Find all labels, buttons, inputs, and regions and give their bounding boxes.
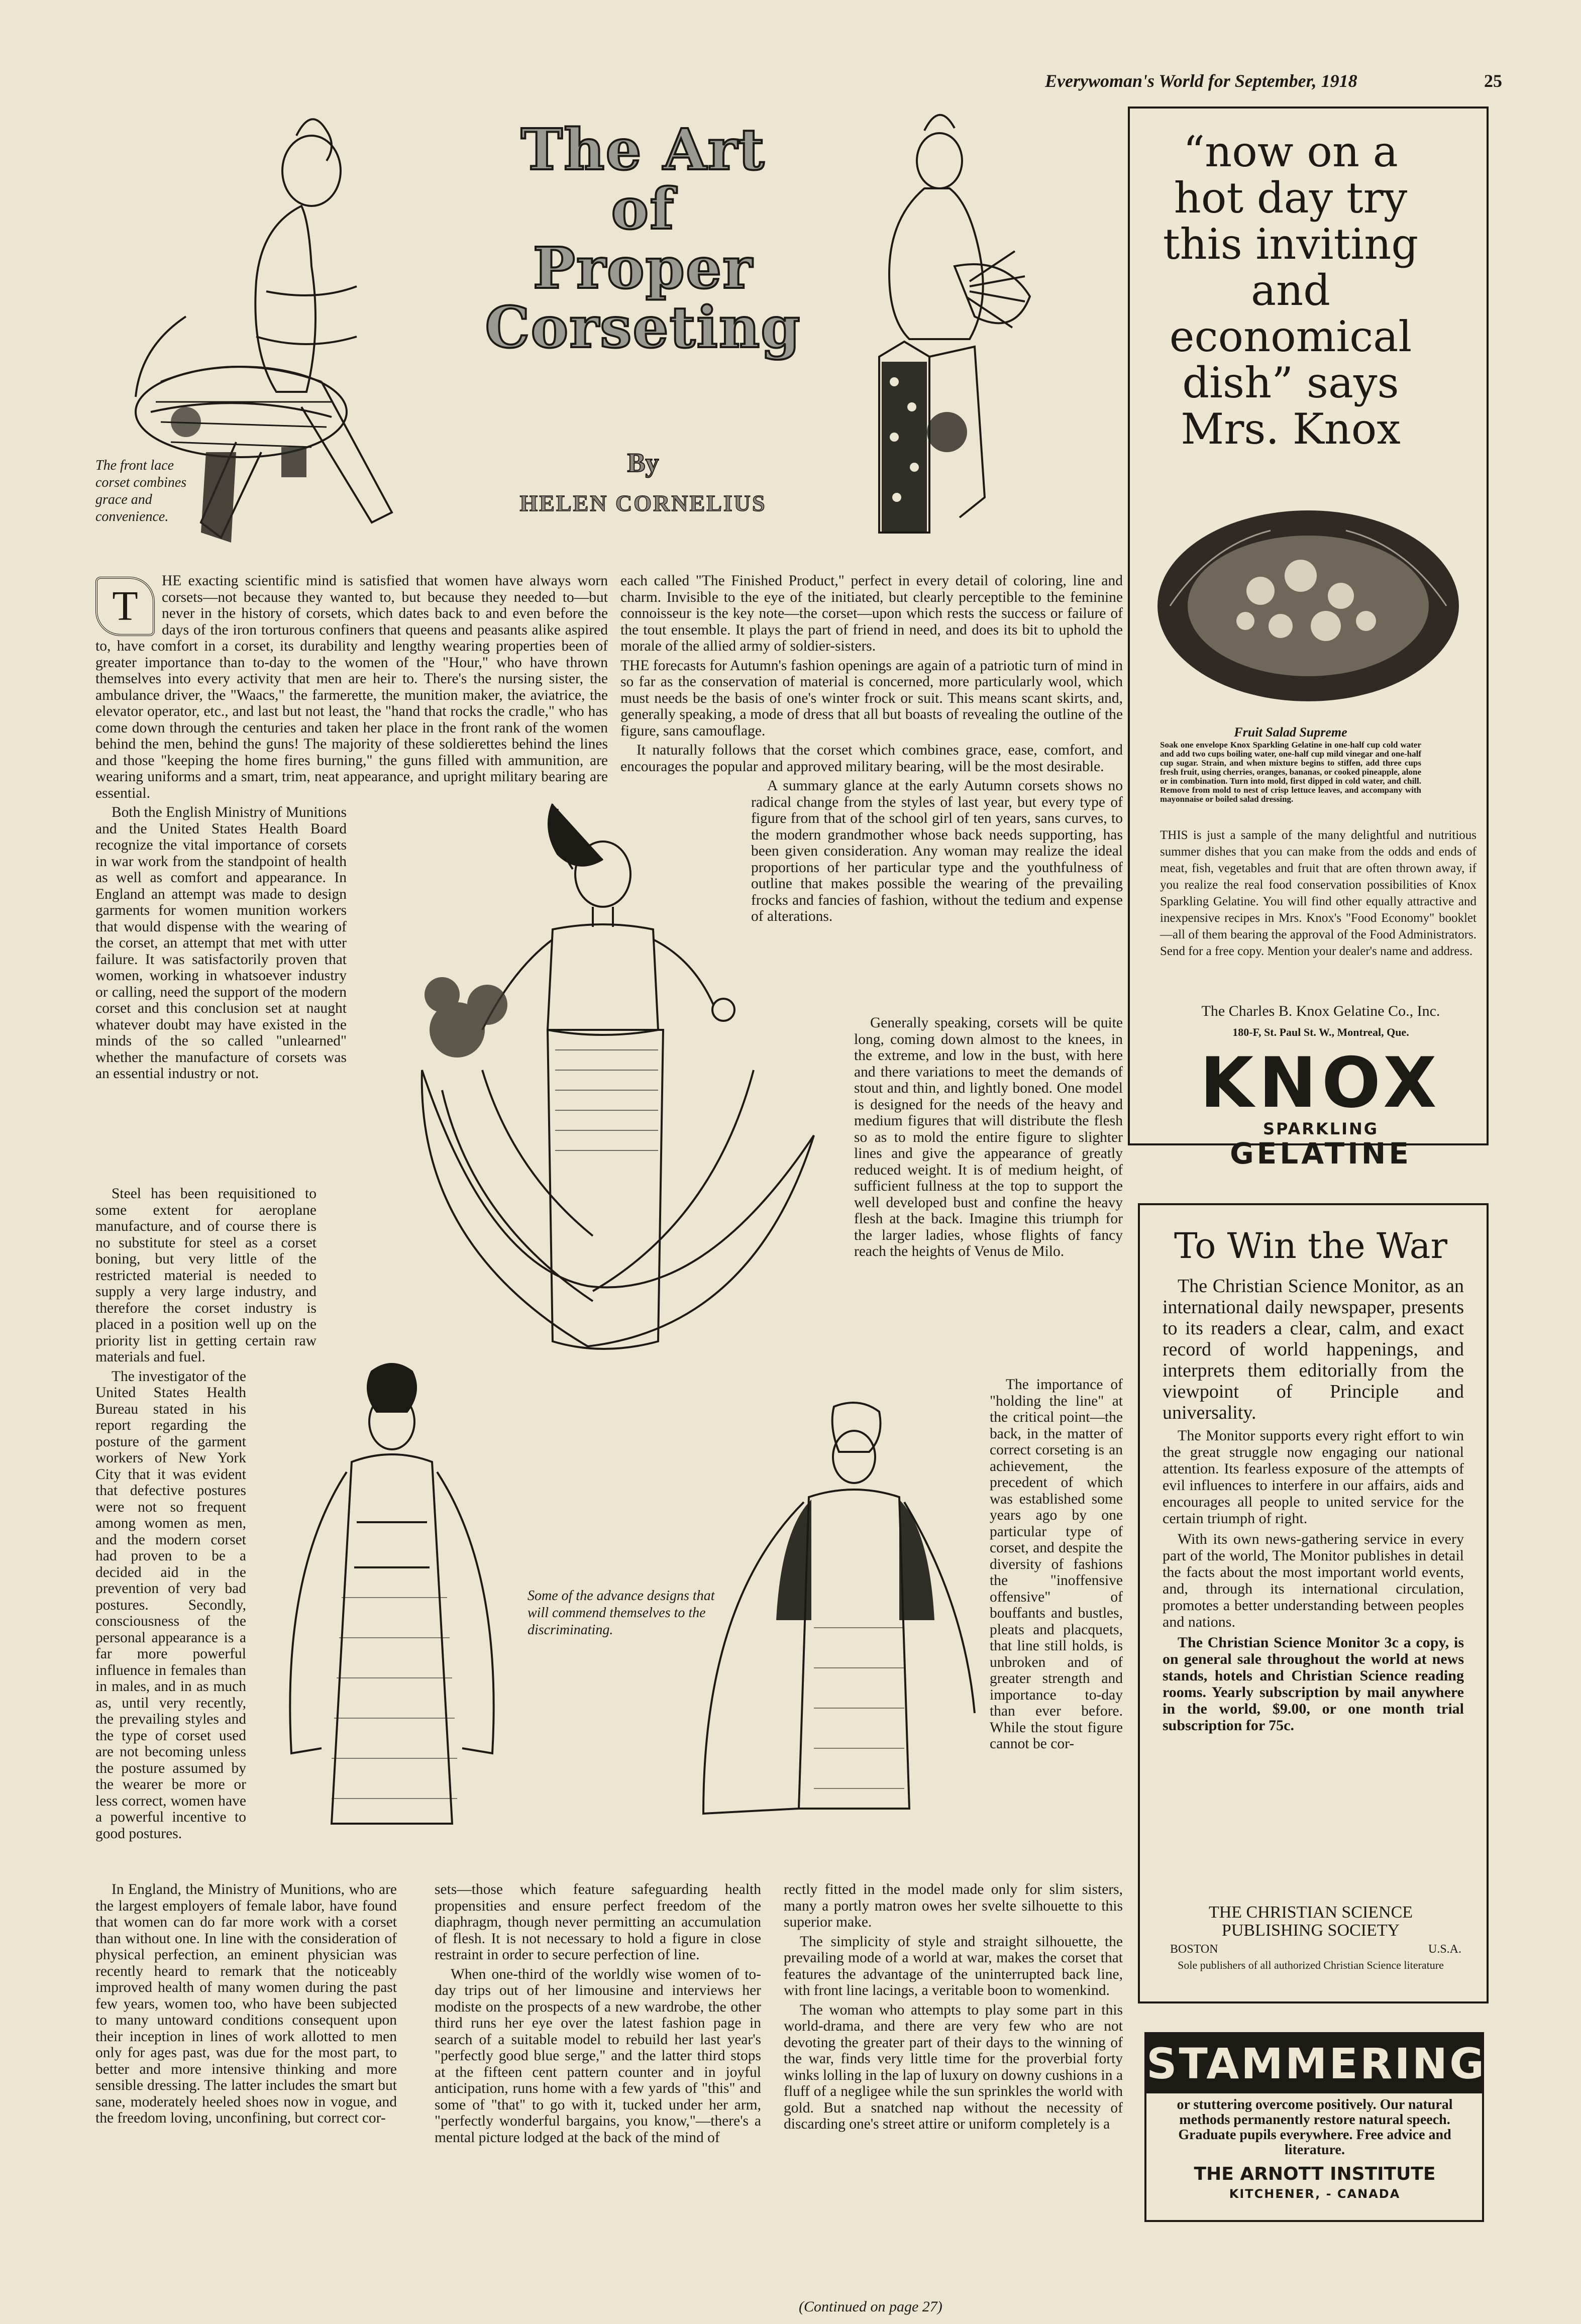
knox-gelatine: GELATINE — [1230, 1136, 1412, 1171]
article-column-3 — [854, 1015, 1123, 1263]
article-paragraph: When one-third of the worldly wise women of to-day trips out of her limousine and interviews her modiste on the prospects of a new wardrobe, the other third runs her eye over the latest fashion page in search of a suitable model to rebuild her last year's "perfectly good blue serge," and the latter third stops at the fifteen cent pattern counter and in joyful anticipation, runs home with a few yards of "this" and some of "that" to go with it, tucked under her arm, "perfectly wonderful bargains, you know,"—there's a mental picture lodged at the back of the mind of — [435, 1966, 761, 2146]
byline-author: HELEN CORNELIUS — [519, 490, 767, 516]
article-paragraph: The simplicity of style and straight silhouette, the prevailing mode of a world at war, makes the corset that features the advantage of the uninterrupted back line, with front line lacings, a veritable boon to womenkind. — [784, 1933, 1123, 1998]
stammering-headline: STAMMERING — [1146, 2034, 1482, 2093]
stammering-body: or stuttering overcome positively. Our natural methods permanently restore natural speech. Graduate pupils everywhere. Free advice and literature. — [1177, 2097, 1453, 2158]
article-title — [452, 117, 834, 361]
article-paragraph: HE exacting scientific mind is satisfied that women have always worn corsets—not because they wanted to, but because they needed to—but never in the history of corsets, which dates back to and even before the days of the iron torturous confiners that queens and peasants alike aspired to, have comfort in a corset, its durability and lengthy wearing properties been of greater importance than to-day to the women of the "Hour," who have thrown themselves into every activity that men are heir to. There's the nursing sister, the ambulance driver, the "Waacs," the farmerette, the munition maker, the aviatrice, the elevator operator, etc., and last but not least, the "hand that rocks the cradle," who has come down through the centuries and taken her place in the front rank of the women behind the men, behind the guns! The majority of these soldierettes behind the lines and those "keeping the home fires burning," the guns filled with ammunition, are wearing uniforms and a smart, trim, neat appearance, and upright military bearing are essential. — [95, 573, 608, 801]
recipe-text: Soak one envelope Knox Sparkling Gelatine in one-half cup cold water and add two cups boiling water, one-half cup mild vinegar and one-half cup sugar. Strain, and when mixture begins to stiffen, add three cups fresh fruit, using cherries, oranges, bananas, or cooked pineapple, alone or in combination. Turn into mold, first dipped in cold water, and chill. Remove from mold to nest of crisp lettuce leaves, and accompany with mayonnaise or boiled salad dressing. — [1160, 740, 1421, 804]
csm-headline: To Win the War — [1174, 1225, 1448, 1266]
illustration-fan-woman — [824, 100, 1040, 553]
csm-paragraph: With its own news-gathering service in every part of the world, The Monitor publishes in detail the facts about the most important world events, and, through its international circulation, promotes a better understanding between peoples and nations. — [1163, 1531, 1464, 1630]
csm-paragraph: The Monitor supports every right effort to win the great struggle now engaging our national attention. Its fearless exposure of the attempts of evil influences to interfere in our affairs, aids and encourages all people to united service for the certain triumph of right. — [1163, 1427, 1464, 1527]
article-paragraph: In England, the Ministry of Munitions, who are the largest employers of female labor, have found that women can do far more work with a corset than without one. In line with the consideration of physical perfection, an eminent physician was recently heard to remark that the noticeably improved health of many women during the past few years, women too, who have been subjected to many untoward conditions consequent upon their inception in lines of work allotted to men only for ages past, was due for the most part, to better and more intensive thinking and more sensible dressing. The latter includes the smart but sane, moderately heeled shoes now in vogue, and the freedom loving, unconfining, but correct cor- — [95, 1881, 397, 2126]
knox-address: 180-F, St. Paul St. W., Montreal, Que. — [1232, 1026, 1409, 1038]
csm-body — [1163, 1276, 1464, 1738]
article-paragraph: The importance of "holding the line" at the critical point—the back, in the matter of correct corseting is an achievement, the precedent of which was established some years ago by one particular type of corset, and despite the diversity of fashions the "inoffensive offensive" of bouffants and bustles, pleats and placquets, that line still holds, is unbroken and of greater strength and importance to-day than ever before. While the stout figure cannot be cor- — [990, 1377, 1123, 1752]
stammering-city: KITCHENER, - CANADA — [1229, 2187, 1401, 2201]
article-paragraph: THE forecasts for Autumn's fashion openings are again of a patriotic turn of mind in so far as the conservation of material is concerned, more particularly wool, which must needs be the basis of one's winter frock or suit. This means scant skirts, and, generally speaking, a mode of dress that all but boasts of revealing the outline of the figure, sans camouflage. — [620, 657, 1123, 739]
csm-location — [1170, 1943, 1461, 1956]
article-paragraph: It naturally follows that the corset which combines grace, ease, comfort, and encourages the popular and approved military bearing, will be the most desirable. — [620, 742, 1123, 775]
publication-line: Everywoman's World for September, 1918 — [1045, 71, 1357, 91]
title-line-2: of — [611, 176, 675, 242]
csm-paragraph: The Christian Science Monitor, as an international daily newspaper, presents to its readers a clear, calm, and exact record of world happenings, and interprets them editorially from the viewpoint of Principle and universality. — [1163, 1276, 1464, 1423]
title-line-4: Corseting — [485, 295, 801, 361]
running-header — [1045, 70, 1502, 91]
byline-by: By — [627, 448, 659, 478]
caption-frontlace: The front lace corset combines grace and convenience. — [95, 458, 187, 524]
article-paragraph: Generally speaking, corsets will be quite long, coming down almost to the knees, in the extreme, and low in the bust, with here and there variations to meet the demands of stout and thin, and lightly boned. One model is designed for the needs of the heavy and medium figures that will distribute the flesh so as to mold the entire figure to slighter lines and give the appearance of greatly reduced weight. It is of medium height, of sufficient fullness at the top to support the well developed bust and confine the heavy flesh at the back. Imagine this triumph for the larger ladies, whose flights of fancy reach the heights of Venus de Milo. — [854, 1015, 1123, 1259]
article-paragraph: The investigator of the United States Health Bureau stated in his report regarding the posture of the garment workers of New York City that it was evident that defective postures were not so frequent among women as men, and the modern corset had proven to be a decided aid in the prevention of very bad postures. Secondly, consciousness of the personal appearance is a far more powerful influence in females than in males, and in as much as, until very recently, the prevailing styles and the type of corset used are not becoming unless the posture assumed by the wearer be more or less correct, women have a powerful incentive to good postures. — [95, 1368, 246, 1842]
knox-firm-name: The Charles B. Knox Gelatine Co., Inc. — [1201, 1003, 1440, 1019]
title-line-3: Proper — [533, 236, 754, 301]
knox-logo: KNOX — [1200, 1042, 1442, 1123]
csm-society: THE CHRISTIAN SCIENCE PUBLISHING SOCIETY — [1208, 1903, 1413, 1940]
article-paragraph: sets—those which feature safeguarding health propensities and ensure perfect freedom of the diaphragm, though never permitting an accumulation of flesh. It is not necessary to hold a figure in close restraint in order to secure perfection of line. — [435, 1881, 761, 1963]
article-column-1-bottom — [95, 1881, 397, 2130]
article-paragraph: The woman who attempts to play some part in this world-drama, and there are very few who are not devoting the greater part of their days to the winning of the war, finds very little time for the proverbial forty winks lolling in the lap of luxury on downy cushions in a fluff of a negligee while the sun sprinkles the world with gold. But a snatched nap without the necessity of discarding one's street attire or uniform completely is a — [784, 2001, 1123, 2132]
stammering-institute: THE ARNOTT INSTITUTE — [1194, 2164, 1436, 2184]
illustration-lace-gown-left — [271, 1356, 522, 1859]
article-paragraph: A summary glance at the early Autumn corsets shows no radical change from the styles of last year, but every type of figure from that of the school girl of ten years, sans curves, to the modern grandmother whose back needs supporting, has been given consideration. Any woman may realize the ideal proportions of her particular type and the youthfulness of outline that makes possible the wearing of the prevailing frocks and fancies of fashion, without the tedium and expense of alterations. — [751, 778, 1123, 924]
knox-body: THIS is just a sample of the many delightful and nutritious summer dishes that you can make from the odds and ends of meat, fish, vegetables and fruit that are often thrown away, if you realize the real food conservation possibilities of Knox Sparkling Gelatine. You will find other equally attractive and inexpensive recipes in Mrs. Knox's "Food Economy" booklet—all of them bearing the approval of the Food Administrators. Send for a free copy. Mention your dealer's name and address. — [1160, 828, 1477, 958]
illustration-cape-gown-right — [693, 1397, 1015, 1879]
csm-country: U.S.A. — [1428, 1943, 1461, 1956]
article-paragraph: Steel has been requisitioned to some extent for aeroplane manufacture, and of course there is no substitute for steel as a corset boning, but very little of the restricted material is needed to supply a very large industry, and therefore the corset industry is placed in a position well up on the priority list in getting certain raw materials and fuel. — [95, 1186, 317, 1365]
article-column-3-bottom — [784, 1881, 1123, 2136]
fruit-salad-illustration — [1150, 500, 1466, 711]
stammering-ad — [1144, 2032, 1487, 2222]
article-paragraph: rectly fitted in the model made only for slim sisters, many a portly matron owes her svelte silhouette to this superior make. — [784, 1881, 1123, 1930]
continued-note: (Continued on page 27) — [799, 2298, 942, 2315]
csm-publishers: Sole publishers of all authorized Christian Science literature — [1178, 1959, 1444, 1971]
csm-paragraph: The Christian Science Monitor 3c a copy, is on general sale throughout the world at news stands, hotels and Christian Science reading rooms. Yearly subscription by mail anywhere in the world, $9.00, or one month trial subscription for 75c. — [1163, 1634, 1464, 1734]
knox-sparkling: SPARKLING — [1262, 1119, 1379, 1138]
page-number: 25 — [1484, 71, 1502, 91]
knox-gelatine-ad — [1128, 107, 1489, 1171]
drop-cap: T — [95, 577, 155, 636]
recipe-title: Fruit Salad Supreme — [1234, 725, 1347, 740]
article-paragraph: Both the English Ministry of Munitions and the United States Health Board recognize the vital importance of corsets in war work from the standpoint of health as well as comfort and appearance. In England an attempt was made to design garments for women munition workers that would dispense with the wearing of the corset, an attempt that met with utter failure. It was satisfactorily proven that women, working in whatsoever industry or calling, need the support of the modern corset and this conclusion set at naught whatever doubt may have existed in the minds of the so called "unlearned" whether the manufacture of corsets was an essential industry or not. — [95, 804, 347, 1082]
article-column-2-bottom — [435, 1881, 761, 2149]
christian-science-monitor-ad — [1138, 1203, 1489, 2003]
knox-headline: “now on a hot day try this inviting and economical dish” says Mrs. Knox — [1163, 127, 1419, 454]
article-paragraph: each called "The Finished Product," perfect in every detail of coloring, line and charm. Invisible to the eye of the initiated, but clearly perceptible to the feminine connoisseur is the key note—the corset—upon which rests the success or failure of the tout ensemble. It plays the part of friend in need, and does its bit to uphold the morale of the allied army of soldier-sisters. — [620, 573, 1123, 654]
title-line-1: The Art — [520, 117, 766, 183]
caption-designs: Some of the advance designs that will commend themselves to the discriminating. — [528, 1588, 715, 1638]
csm-city: BOSTON — [1170, 1943, 1218, 1956]
